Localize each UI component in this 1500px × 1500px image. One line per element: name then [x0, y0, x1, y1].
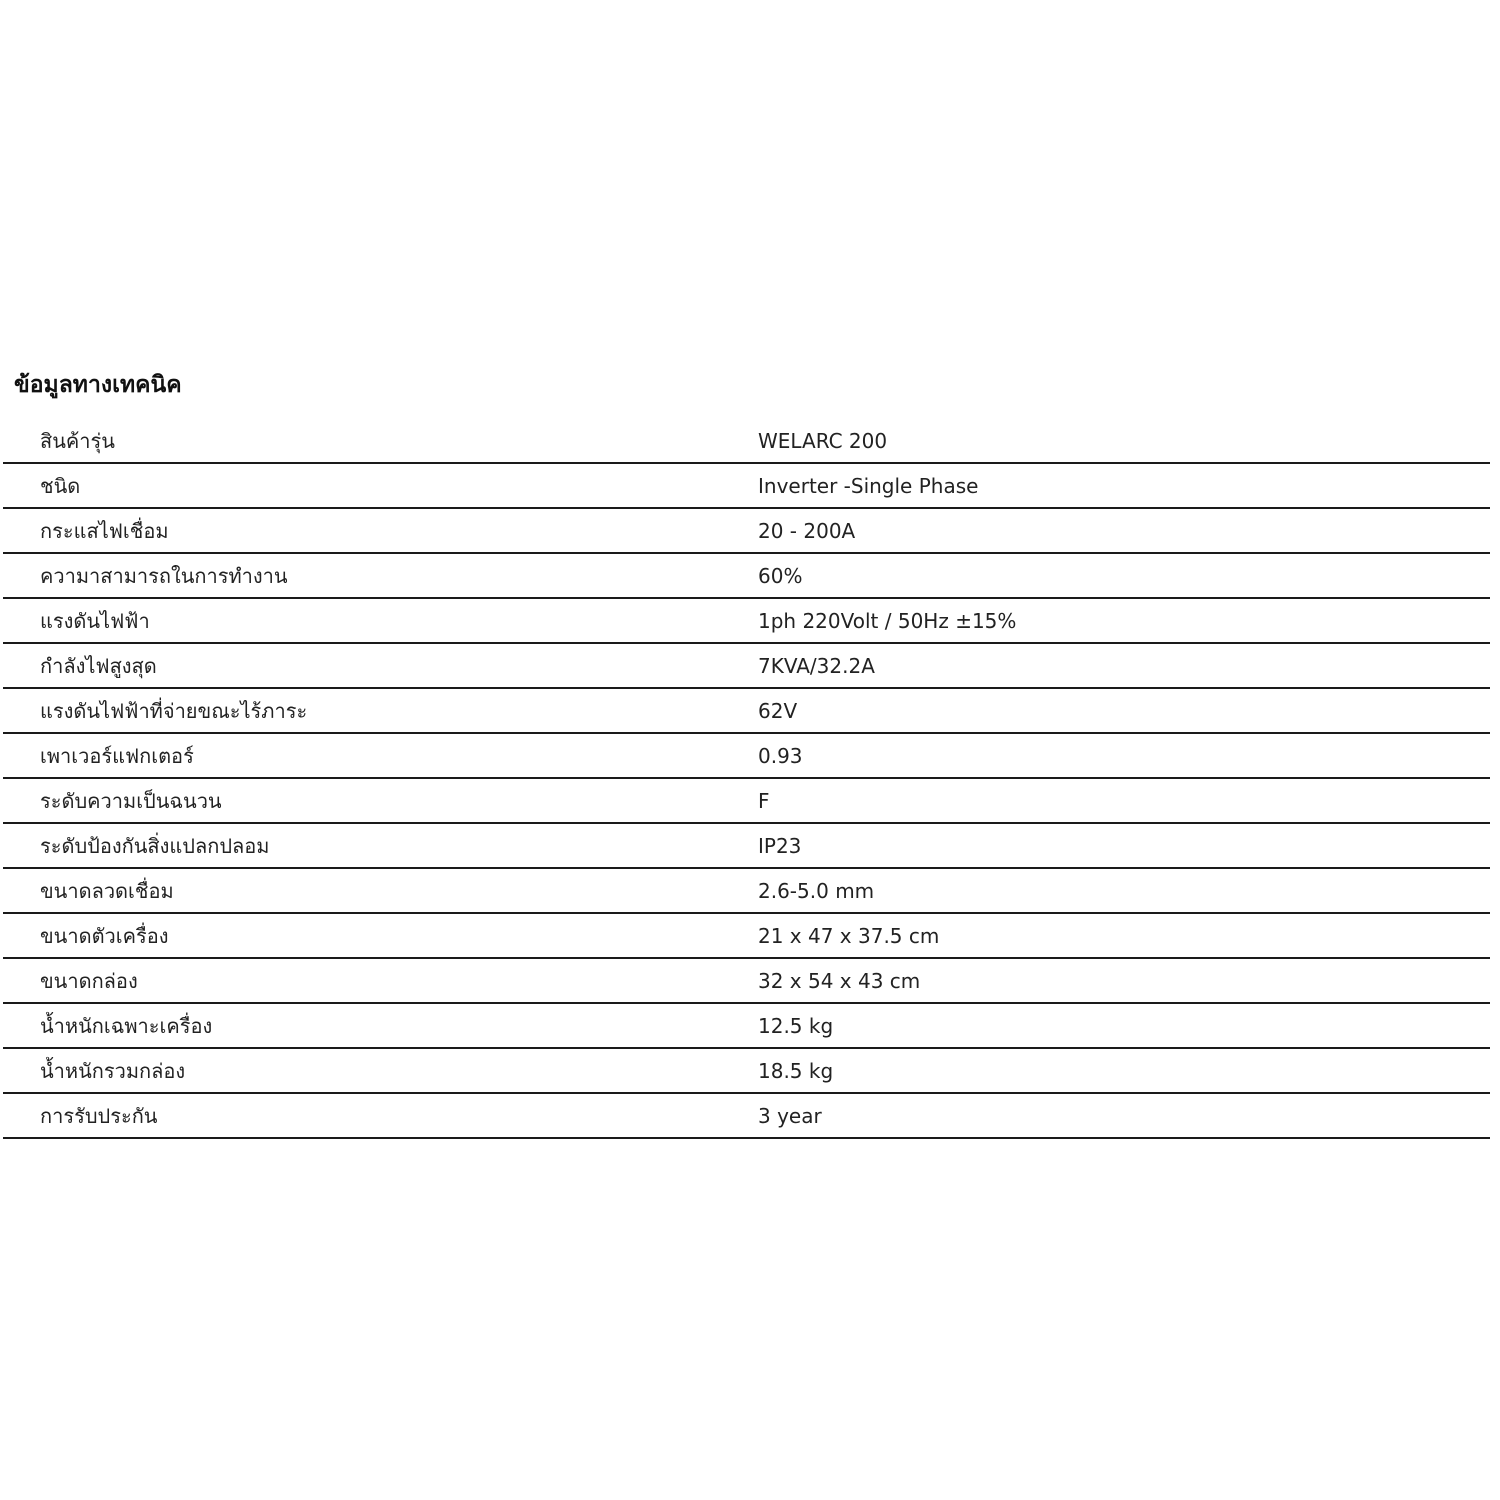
spec-value: 1ph 220Volt / 50Hz ±15%: [758, 598, 1490, 643]
spec-value: 20 - 200A: [758, 508, 1490, 553]
spec-label: น้ำหนักรวมกล่อง: [3, 1048, 758, 1093]
spec-row: [3, 598, 1490, 643]
spec-row: [3, 1003, 1490, 1048]
spec-value: 3 year: [758, 1093, 1490, 1138]
spec-row: [3, 733, 1490, 778]
spec-label: เพาเวอร์แฟกเตอร์: [3, 733, 758, 778]
spec-row: [3, 463, 1490, 508]
spec-row: [3, 643, 1490, 688]
spec-value: WELARC 200: [758, 419, 1490, 463]
spec-value: 2.6-5.0 mm: [758, 868, 1490, 913]
spec-row: [3, 688, 1490, 733]
spec-value: 0.93: [758, 733, 1490, 778]
spec-value: F: [758, 778, 1490, 823]
spec-value: 7KVA/32.2A: [758, 643, 1490, 688]
spec-table-body: [3, 419, 1490, 1138]
spec-label: สินค้ารุ่น: [3, 419, 758, 463]
spec-row: [3, 508, 1490, 553]
spec-row: [3, 778, 1490, 823]
spec-value: 18.5 kg: [758, 1048, 1490, 1093]
spec-label: ขนาดลวดเชื่อม: [3, 868, 758, 913]
spec-label: ชนิด: [3, 463, 758, 508]
spec-row: [3, 868, 1490, 913]
spec-label: กำลังไฟสูงสุด: [3, 643, 758, 688]
spec-label: ระดับความเป็นฉนวน: [3, 778, 758, 823]
section-title: ข้อมูลทางเทคนิค: [14, 372, 182, 398]
spec-row: [3, 1093, 1490, 1138]
spec-label: แรงดันไฟฟ้า: [3, 598, 758, 643]
spec-value: 60%: [758, 553, 1490, 598]
spec-label: ระดับป้องกันสิ่งแปลกปลอม: [3, 823, 758, 868]
spec-label: กระแสไฟเชื่อม: [3, 508, 758, 553]
spec-label: ความาสามารถในการทำงาน: [3, 553, 758, 598]
spec-value: Inverter -Single Phase: [758, 463, 1490, 508]
spec-row: [3, 1048, 1490, 1093]
spec-row: [3, 419, 1490, 463]
spec-value: 12.5 kg: [758, 1003, 1490, 1048]
spec-label: น้ำหนักเฉพาะเครื่อง: [3, 1003, 758, 1048]
spec-row: [3, 553, 1490, 598]
spec-label: ขนาดตัวเครื่อง: [3, 913, 758, 958]
spec-value: IP23: [758, 823, 1490, 868]
spec-row: [3, 958, 1490, 1003]
spec-value: 62V: [758, 688, 1490, 733]
spec-label: ขนาดกล่อง: [3, 958, 758, 1003]
spec-label: การรับประกัน: [3, 1093, 758, 1138]
spec-row: [3, 823, 1490, 868]
spec-value: 21 x 47 x 37.5 cm: [758, 913, 1490, 958]
spec-value: 32 x 54 x 43 cm: [758, 958, 1490, 1003]
spec-row: [3, 913, 1490, 958]
spec-table: [3, 419, 1490, 1139]
spec-label: แรงดันไฟฟ้าที่จ่ายขณะไร้ภาระ: [3, 688, 758, 733]
